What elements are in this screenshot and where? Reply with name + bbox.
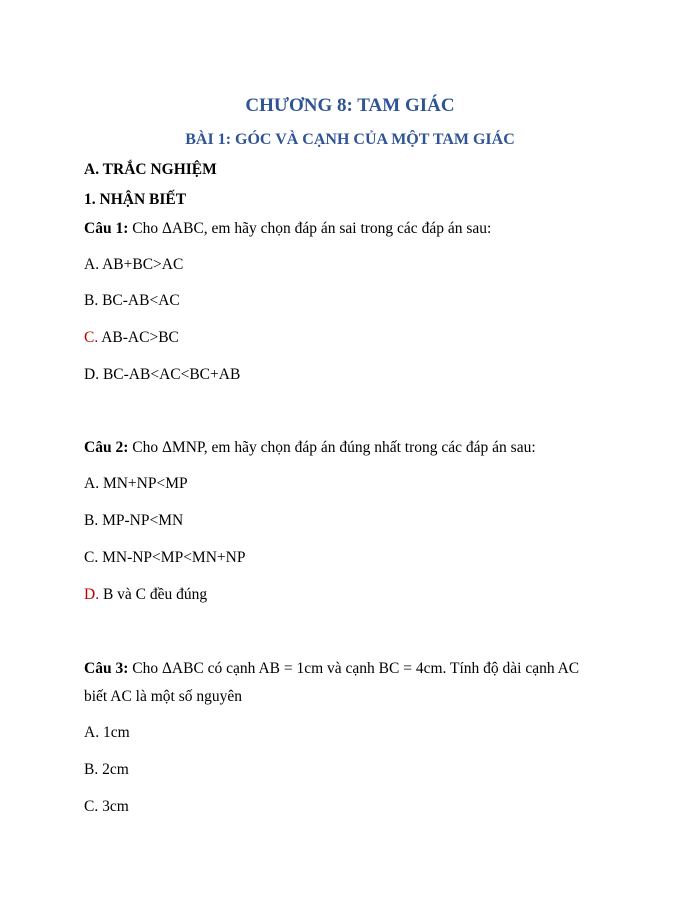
question-label: Câu 3:	[84, 660, 129, 677]
option-letter: C.	[84, 549, 99, 566]
question-3-continued: biết AC là một số nguyên	[84, 688, 243, 705]
option-2b	[84, 511, 183, 531]
option-1d	[84, 365, 240, 385]
option-text: BC-AB<AC<BC+AB	[99, 366, 241, 383]
option-text: MN+NP<MP	[99, 475, 188, 492]
option-letter: B.	[84, 292, 99, 309]
chapter-title: CHƯƠNG 8: TAM GIÁC	[245, 95, 455, 116]
option-2d	[84, 585, 207, 605]
option-text: AB-AC>BC	[98, 329, 179, 346]
question-text: Cho ΔABC có cạnh AB = 1cm và cạnh BC = 4cm. Tính độ dài cạnh AC	[128, 660, 580, 677]
option-text: 1cm	[99, 724, 130, 741]
option-text: MP-NP<MN	[98, 512, 184, 529]
question-3	[84, 659, 579, 679]
option-letter: B.	[84, 512, 99, 529]
option-letter: D.	[84, 366, 100, 383]
question-text: Cho ΔMNP, em hãy chọn đáp án đúng nhất trong các đáp án sau:	[128, 439, 536, 456]
option-2a	[84, 474, 188, 494]
question-2	[84, 438, 536, 458]
section-heading: A. TRẮC NGHIỆM	[84, 161, 217, 178]
option-text: B và C đều đúng	[99, 586, 208, 603]
option-1b	[84, 291, 180, 311]
option-2c	[84, 548, 245, 568]
option-1a	[84, 255, 183, 275]
option-3b	[84, 760, 129, 780]
option-1c	[84, 328, 179, 348]
option-letter-correct: D.	[84, 586, 100, 603]
lesson-title: BÀI 1: GÓC VÀ CẠNH CỦA MỘT TAM GIÁC	[185, 131, 515, 148]
option-letter: A.	[84, 724, 100, 741]
option-text: BC-AB<AC	[98, 292, 180, 309]
option-letter: C.	[84, 798, 99, 815]
option-letter: A.	[84, 475, 100, 492]
option-text: MN-NP<MP<MN+NP	[98, 549, 246, 566]
option-letter-correct: C.	[84, 329, 99, 346]
section-subheading: 1. NHẬN BIẾT	[84, 191, 187, 208]
question-text: Cho ΔABC, em hãy chọn đáp án sai trong các đáp án sau:	[128, 220, 492, 237]
option-letter: B.	[84, 761, 99, 778]
question-label: Câu 2:	[84, 439, 129, 456]
question-label: Câu 1:	[84, 220, 129, 237]
option-text: 2cm	[98, 761, 129, 778]
option-letter: A.	[84, 256, 100, 273]
option-text: 3cm	[98, 798, 129, 815]
option-3a	[84, 723, 130, 743]
option-3c	[84, 797, 129, 817]
option-text: AB+BC>AC	[99, 256, 184, 273]
question-1	[84, 219, 491, 239]
